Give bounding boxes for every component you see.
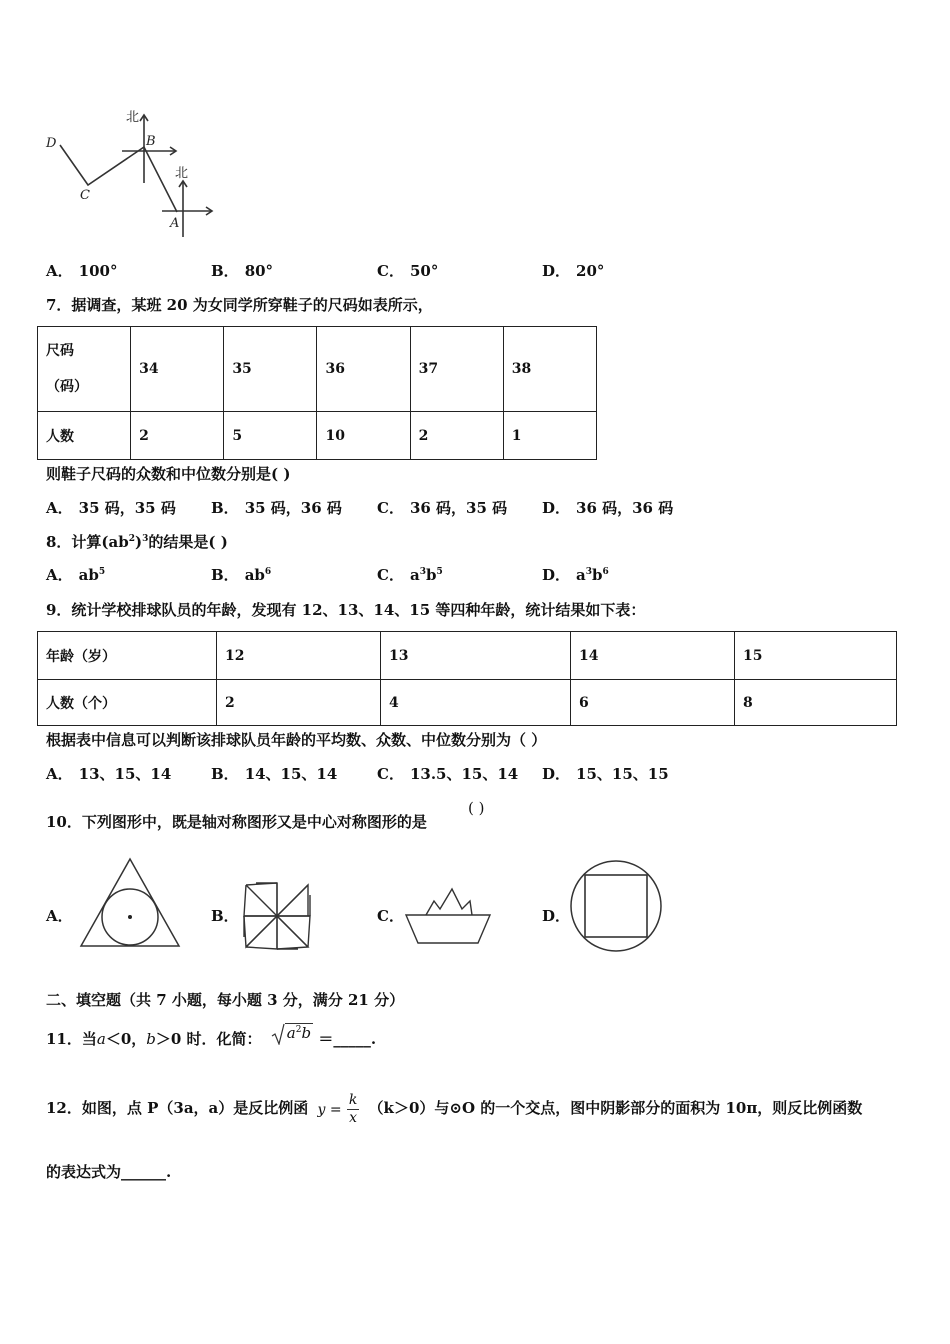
q7-shoe-size-table: [37, 326, 597, 460]
north-label-a: 北: [175, 166, 189, 181]
radical-sign-icon: [271, 1023, 285, 1045]
table-cell: 38: [503, 327, 596, 412]
q10-option-a-label[interactable]: A．: [46, 907, 73, 925]
q10-answer-paren: ( ): [468, 799, 485, 817]
sqrt-expression: $a^2b$: [271, 1023, 313, 1045]
route-line: [60, 145, 177, 212]
table-cell: 6: [571, 680, 735, 726]
q6-option-a[interactable]: A． 100°: [46, 262, 118, 280]
q12-stem-line1: 12．如图，点 P（3a，a）是反比例函 y = $\frac{k}{x}$ （k＞0）与⊙O 的一个交点，图中阴影部分的面积为 10π，则反比例函数: [46, 1092, 863, 1126]
table-cell: 8: [735, 680, 897, 726]
table-cell: 2: [217, 680, 381, 726]
q9-stem: 9．统计学校排球队员的年龄，发现有 12、13、14、15 等四种年龄，统计结果如下表：: [46, 601, 646, 619]
q10-option-b-label[interactable]: B．: [211, 907, 239, 925]
q7-option-b[interactable]: B． 35 码，36 码: [211, 499, 342, 517]
q9-question: 根据表中信息可以判断该排球队员年龄的平均数、众数、中位数分别为（ ）: [46, 731, 547, 749]
table-cell: 13: [381, 632, 571, 680]
q10-option-d-label[interactable]: D．: [542, 907, 571, 925]
triangle-with-incircle-figure[interactable]: [78, 856, 182, 948]
table-cell: 15: [735, 632, 897, 680]
q7-question: 则鞋子尺码的众数和中位数分别是( ): [46, 465, 291, 483]
table-cell: 14: [571, 632, 735, 680]
pinwheel-figure[interactable]: [242, 881, 312, 951]
compass-direction-figure: [40, 105, 220, 240]
table-cell: 5: [224, 412, 317, 460]
table-cell: 4: [381, 680, 571, 726]
q7-option-d[interactable]: D． 36 码，36 码: [542, 499, 674, 517]
q8-option-b[interactable]: B． $ab^6$: [211, 566, 272, 584]
table-cell: 37: [410, 327, 503, 412]
q7-option-a[interactable]: A． 35 码，35 码: [46, 499, 176, 517]
q6-option-b[interactable]: B． 80°: [211, 262, 274, 280]
q11-stem: 11．当a＜0，b＞0 时．化简： $a^2b$ ＝_____.: [46, 1024, 377, 1048]
table-cell: 36: [317, 327, 410, 412]
q9-count-header: 人数（个）: [38, 680, 217, 726]
table-cell: 1: [503, 412, 596, 460]
table-cell: 2: [410, 412, 503, 460]
q9-age-header: 年龄（岁）: [38, 632, 217, 680]
q8-option-d[interactable]: D． $a^3b^6$: [542, 566, 609, 584]
point-a-label: A: [170, 216, 180, 231]
table-cell: 10: [317, 412, 410, 460]
section-2-heading: 二、填空题（共 7 小题，每小题 3 分，满分 21 分）: [46, 991, 405, 1009]
q7-size-header: 尺码 （码）: [38, 327, 131, 412]
table-cell: 12: [217, 632, 381, 680]
q7-count-header: 人数: [38, 412, 131, 460]
q10-option-c-label[interactable]: C．: [377, 907, 404, 925]
square-in-circle-figure[interactable]: [568, 858, 664, 954]
q10-stem: 10．下列图形中，既是轴对称图形又是中心对称图形的是: [46, 813, 427, 831]
q7-stem: 7．据调查，某班 20 为女同学所穿鞋子的尺码如表所示，: [46, 296, 433, 314]
q8-option-c[interactable]: C． $a^3b^5$: [377, 566, 443, 584]
q9-option-c[interactable]: C． 13.5、15、14: [377, 765, 519, 783]
q9-option-a[interactable]: A． 13、15、14: [46, 765, 172, 783]
north-label-b: 北: [126, 110, 140, 125]
point-c-label: C: [80, 188, 90, 203]
table-cell: 34: [131, 327, 224, 412]
q9-option-b[interactable]: B． 14、15、14: [211, 765, 338, 783]
q7-option-c[interactable]: C． 36 码，35 码: [377, 499, 508, 517]
q9-option-d[interactable]: D． 15、15、15: [542, 765, 669, 783]
q9-age-table: [37, 631, 897, 726]
point-d-label: D: [46, 136, 57, 151]
inverse-proportion-function: y = $\frac{k}{x}$: [317, 1092, 358, 1126]
q8-option-a[interactable]: A． $ab^5$: [46, 566, 106, 584]
q6-option-c[interactable]: C． 50°: [377, 262, 439, 280]
q6-option-d[interactable]: D． 20°: [542, 262, 605, 280]
table-cell: 2: [131, 412, 224, 460]
paper-boat-figure[interactable]: [404, 887, 492, 947]
q8-stem: 8．计算$(ab^2)^3$的结果是( ): [46, 533, 228, 551]
q12-stem-line2: 的表达式为______.: [46, 1163, 172, 1181]
table-cell: 35: [224, 327, 317, 412]
point-b-label: B: [146, 134, 156, 149]
